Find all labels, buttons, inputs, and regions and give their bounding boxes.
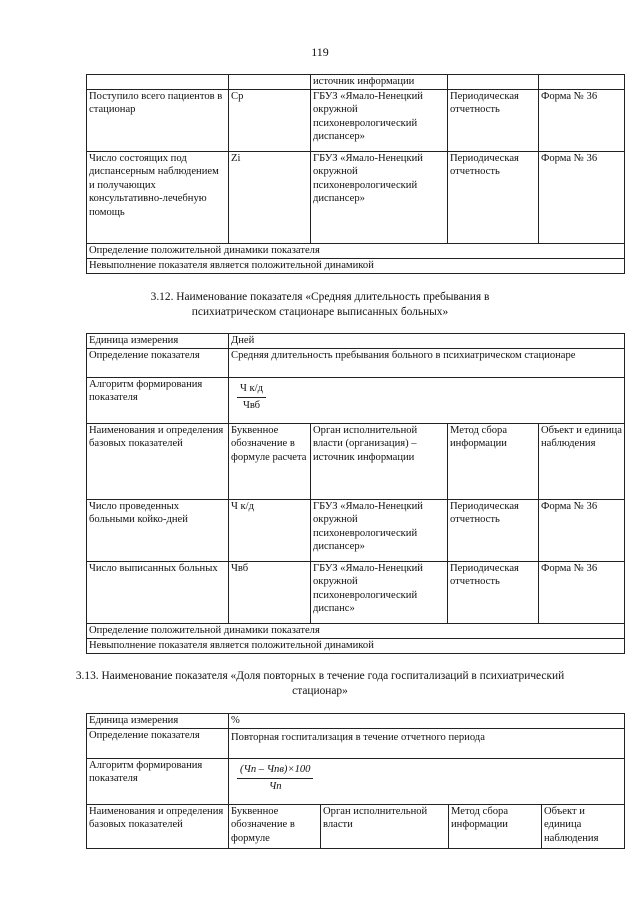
table-section-3-12 (86, 333, 625, 654)
base-indicator-method: Периодическая отчетность (448, 561, 539, 623)
table-header-row (87, 804, 625, 848)
table-cell (448, 75, 539, 90)
base-indicator-symbol: Ч к/д (229, 499, 311, 561)
algorithm-formula (229, 377, 625, 423)
unit-label: Единица измерения (87, 714, 229, 729)
table-cell (539, 75, 625, 90)
table-row (87, 151, 625, 243)
base-indicator-method: Периодическая отчетность (448, 151, 539, 243)
base-indicator-organ: ГБУЗ «Ямало-Ненецкий окружной психоневрологический диспансер» (311, 499, 448, 561)
header-cell: Буквенное обозначение в формуле (229, 804, 321, 848)
table-section-3-13 (86, 713, 625, 849)
definition-label: Определение показателя (87, 348, 229, 377)
unit-label: Единица измерения (87, 334, 229, 349)
base-indicator-object: Форма № 36 (539, 89, 625, 151)
page-number: 119 (311, 45, 329, 59)
formula-fraction (237, 762, 313, 794)
base-indicator-name: Поступило всего пациентов в стационар (87, 89, 229, 151)
base-indicator-name: Число выписанных больных (87, 561, 229, 623)
base-indicator-organ: ГБУЗ «Ямало-Ненецкий окружной психоневрологический диспансер» (311, 89, 448, 151)
table-header-row (87, 423, 625, 499)
header-cell: Метод сбора информации (449, 804, 542, 848)
table-cell: источник информации (311, 75, 448, 90)
header-cell: Метод сбора информации (448, 423, 539, 499)
algorithm-label: Алгоритм формирования показателя (87, 377, 229, 423)
base-indicator-object: Форма № 36 (539, 561, 625, 623)
table-row (87, 499, 625, 561)
definition-value: Средняя длительность пребывания больного в психиатрическом стационаре (229, 348, 625, 377)
formula-denominator: Чвб (242, 400, 261, 411)
section-3-13-title: 3.13. Наименование показателя «Доля повторных в течение года госпитализаций в психиатрический стационар» (75, 670, 565, 697)
algorithm-formula (229, 758, 625, 804)
table-cell (87, 75, 229, 90)
header-cell: Объект и единица наблюдения (539, 423, 625, 499)
header-cell: Наименования и определения базовых показателей (87, 423, 229, 499)
section-3-12-title: 3.12. Наименование показателя «Средняя длительность пребывания в психиатрическом стационаре выписанных больных» (150, 291, 490, 318)
base-indicator-method: Периодическая отчетность (448, 499, 539, 561)
base-indicator-symbol: Ср (229, 89, 311, 151)
base-indicator-method: Периодическая отчетность (448, 89, 539, 151)
header-cell: Орган исполнительной власти (321, 804, 449, 848)
dynamics-text: Невыполнение показателя является положительной динамикой (87, 258, 625, 273)
formula-fraction (237, 381, 266, 413)
base-indicator-name: Число проведенных больными койко-дней (87, 499, 229, 561)
definition-label: Определение показателя (87, 728, 229, 758)
base-indicator-organ: ГБУЗ «Ямало-Ненецкий окружной психоневрологический диспансер» (311, 151, 448, 243)
unit-value: Дней (229, 334, 625, 349)
table-row (87, 89, 625, 151)
table-continuation (86, 74, 625, 274)
formula-denominator: Чп (268, 781, 282, 792)
base-indicator-object: Форма № 36 (539, 499, 625, 561)
table-cell (229, 75, 311, 90)
dynamics-definition-label: Определение положительной динамики показателя (87, 243, 625, 258)
base-indicator-symbol: Чвб (229, 561, 311, 623)
base-indicator-object: Форма № 36 (539, 151, 625, 243)
formula-numerator: (Чп – Чпв)×100 (237, 762, 313, 780)
unit-value: % (229, 714, 625, 729)
base-indicator-symbol: Zi (229, 151, 311, 243)
table-row (87, 561, 625, 623)
header-cell: Объект и единица наблюдения (542, 804, 625, 848)
dynamics-definition-label: Определение положительной динамики показателя (87, 623, 625, 638)
base-indicator-organ: ГБУЗ «Ямало-Ненецкий окружной психоневрологический диспанс» (311, 561, 448, 623)
dynamics-text: Невыполнение показателя является положительной динамикой (87, 638, 625, 653)
formula-numerator: Ч к/д (237, 381, 266, 399)
header-cell: Буквенное обозначение в формуле расчета (229, 423, 311, 499)
base-indicator-name: Число состоящих под диспансерным наблюдением и получающих консультативно-лечебную помощь (87, 151, 229, 243)
header-cell: Наименования и определения базовых показателей (87, 804, 229, 848)
definition-value: Повторная госпитализация в течение отчетного периода (229, 728, 625, 758)
algorithm-label: Алгоритм формирования показателя (87, 758, 229, 804)
header-cell: Орган исполнительной власти (организация) – источник информации (311, 423, 448, 499)
